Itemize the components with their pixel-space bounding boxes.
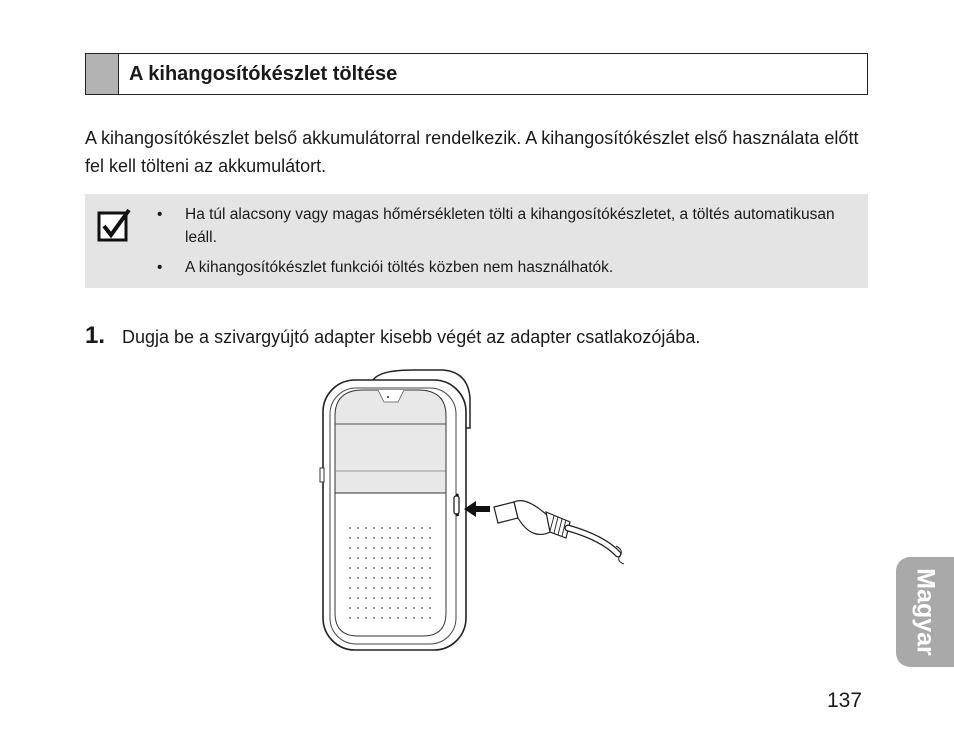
section-header bbox=[85, 53, 868, 95]
language-tab bbox=[896, 557, 954, 667]
step-1 bbox=[85, 322, 700, 350]
note-item-text: Ha túl alacsony vagy magas hőmérsékleten tölti a kihangosítókészletet, a töltés automatikusan leáll. bbox=[185, 206, 835, 246]
bullet: • bbox=[157, 259, 163, 276]
page-number: 137 bbox=[827, 689, 863, 712]
bullet: • bbox=[157, 206, 163, 223]
note-item-text: A kihangosítókészlet funkciói töltés közben nem használhatók. bbox=[185, 259, 614, 276]
note-box bbox=[85, 194, 868, 288]
intro-paragraph: A kihangosítókészlet belső akkumulátorral rendelkezik. A kihangosítókészlet első használata előtt fel kell tölteni az akkumulátort. bbox=[85, 128, 859, 176]
section-title: A kihangosítókészlet töltése bbox=[129, 63, 398, 85]
language-tab-label: Magyar bbox=[911, 568, 940, 656]
step-number: 1. bbox=[85, 322, 106, 349]
step-text: Dugja be a szivargyújtó adapter kisebb végét az adapter csatlakozójába. bbox=[122, 327, 701, 347]
note-item bbox=[157, 203, 857, 249]
charger-connection-illustration bbox=[318, 368, 640, 652]
device-top-panel bbox=[335, 390, 446, 493]
device-speaker-panel bbox=[335, 493, 446, 636]
checkbox-check-icon bbox=[96, 208, 132, 244]
note-item bbox=[157, 256, 857, 279]
note-list bbox=[157, 203, 857, 286]
section-marker bbox=[86, 54, 119, 94]
insert-arrow-icon bbox=[464, 501, 490, 517]
